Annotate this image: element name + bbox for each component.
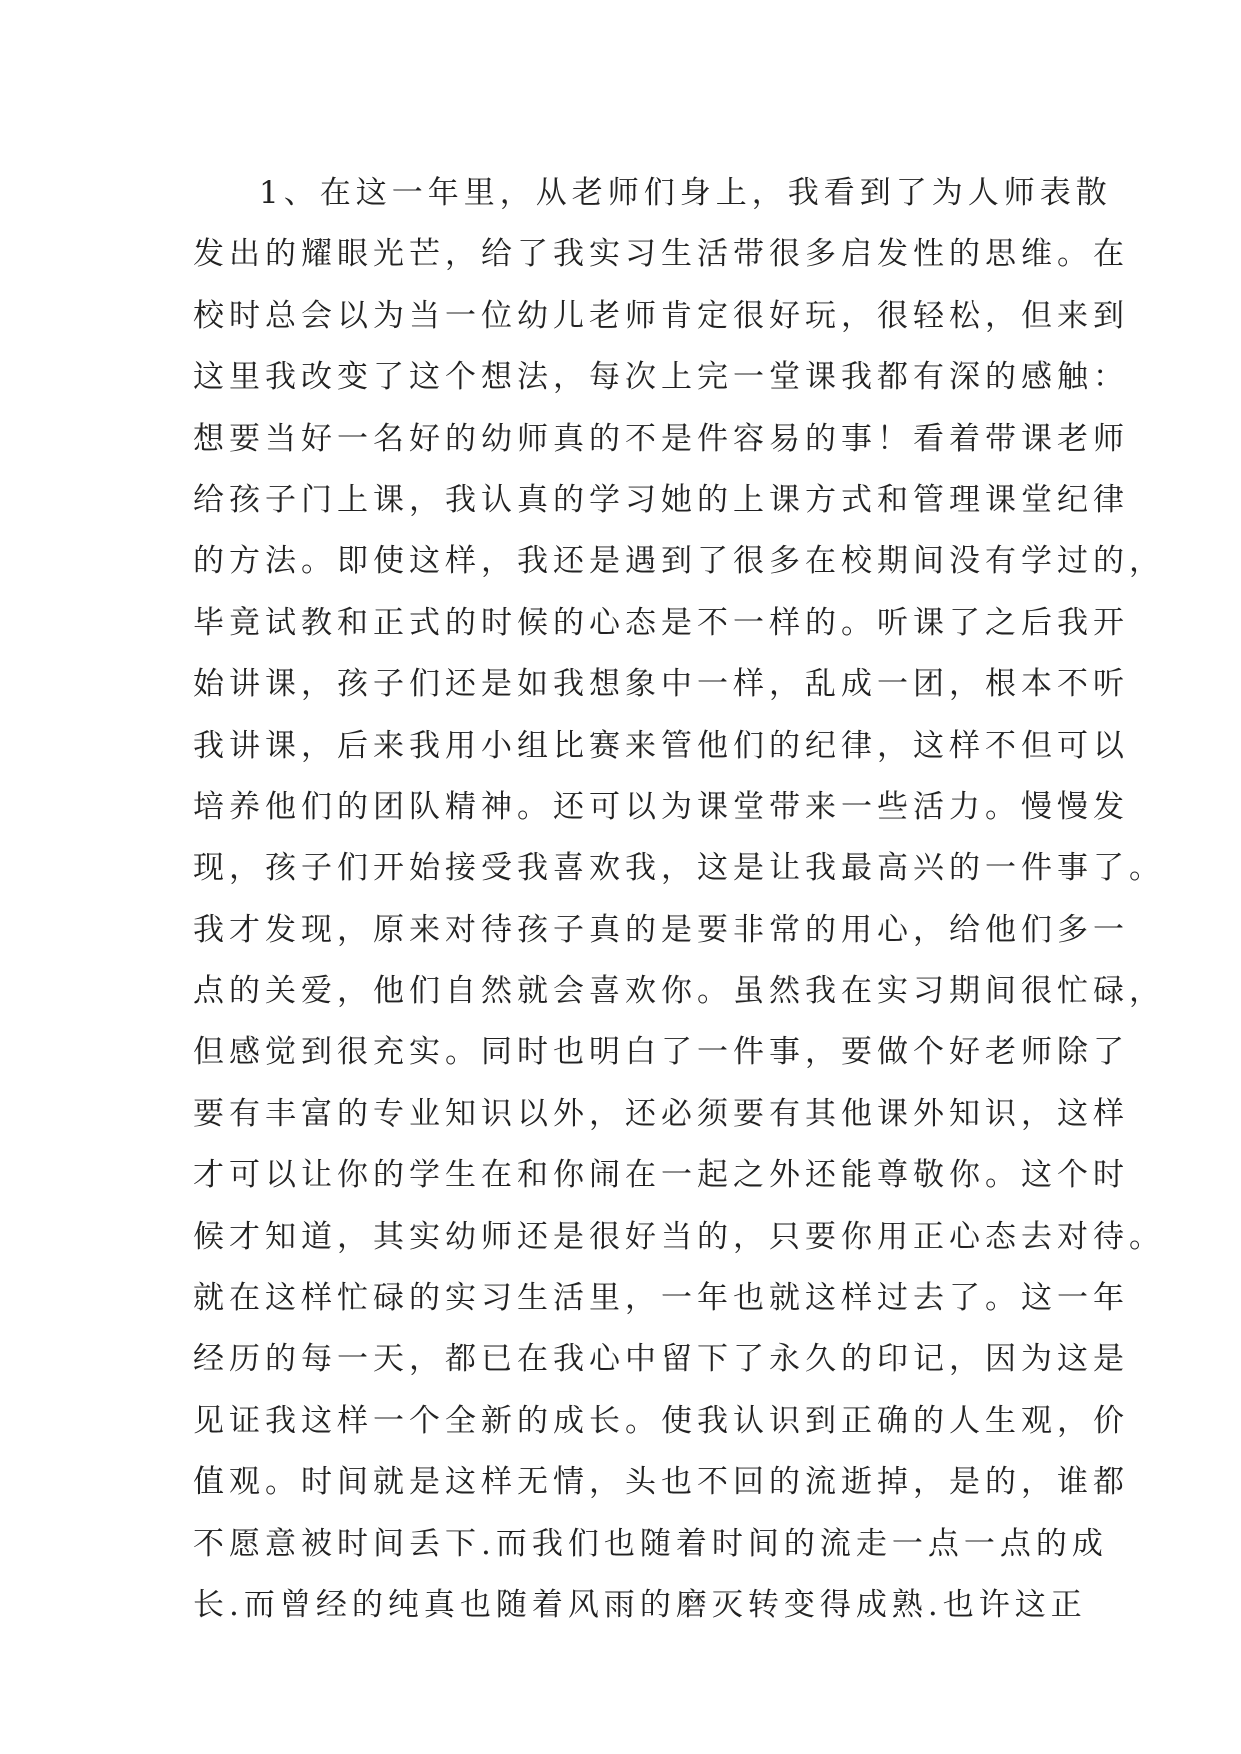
paragraph-line: 想要当好一名好的幼师真的不是件容易的事！看着带课老师	[193, 420, 1129, 457]
paragraph-line: 的方法。即使这样，我还是遇到了很多在校期间没有学过的，	[193, 543, 1165, 580]
body-paragraph	[193, 163, 1165, 1636]
paragraph-line: 给孩子门上课，我认真的学习她的上课方式和管理课堂纪律	[193, 481, 1129, 518]
paragraph-line: 发出的耀眼光芒，给了我实习生活带很多启发性的思维。在	[193, 236, 1129, 273]
paragraph-line: 1、在这一年里，从老师们身上，我看到了为人师表散	[259, 175, 1112, 211]
paragraph-line: 候才知道，其实幼师还是很好当的，只要你用正心态去对待。	[193, 1218, 1165, 1255]
paragraph-line: 始讲课，孩子们还是如我想象中一样，乱成一团，根本不听	[193, 666, 1129, 703]
paragraph-line: 才可以让你的学生在和你闹在一起之外还能尊敬你。这个时	[193, 1157, 1129, 1194]
paragraph-line: 这里我改变了这个想法，每次上完一堂课我都有深的感触：	[193, 359, 1129, 396]
paragraph-line: 经历的每一天，都已在我心中留下了永久的印记，因为这是	[193, 1341, 1129, 1378]
paragraph-line: 我才发现，原来对待孩子真的是要非常的用心，给他们多一	[193, 911, 1129, 948]
paragraph-line: 校时总会以为当一位幼儿老师肯定很好玩，很轻松，但来到	[193, 297, 1129, 334]
paragraph-line: 但感觉到很充实。同时也明白了一件事，要做个好老师除了	[193, 1034, 1129, 1071]
paragraph-line: 点的关爱，他们自然就会喜欢你。虽然我在实习期间很忙碌，	[193, 973, 1165, 1010]
paragraph-line: 长.而曾经的纯真也随着风雨的磨灭转变得成熟.也许这正	[193, 1586, 1087, 1623]
paragraph-line: 毕竟试教和正式的时候的心态是不一样的。听课了之后我开	[193, 604, 1129, 641]
paragraph-line: 要有丰富的专业知识以外，还必须要有其他课外知识，这样	[193, 1095, 1129, 1132]
paragraph-line: 我讲课，后来我用小组比赛来管他们的纪律，这样不但可以	[193, 727, 1129, 764]
paragraph-line: 见证我这样一个全新的成长。使我认识到正确的人生观，价	[193, 1402, 1129, 1439]
paragraph-line: 现，孩子们开始接受我喜欢我，这是让我最高兴的一件事了。	[193, 850, 1165, 887]
paragraph-line: 不愿意被时间丢下.而我们也随着时间的流走一点一点的成	[193, 1525, 1108, 1562]
paragraph-line: 培养他们的团队精神。还可以为课堂带来一些活力。慢慢发	[193, 788, 1129, 825]
paragraph-line: 就在这样忙碌的实习生活里，一年也就这样过去了。这一年	[193, 1280, 1129, 1317]
paragraph-line: 值观。时间就是这样无情，头也不回的流逝掉，是的，谁都	[193, 1464, 1129, 1501]
